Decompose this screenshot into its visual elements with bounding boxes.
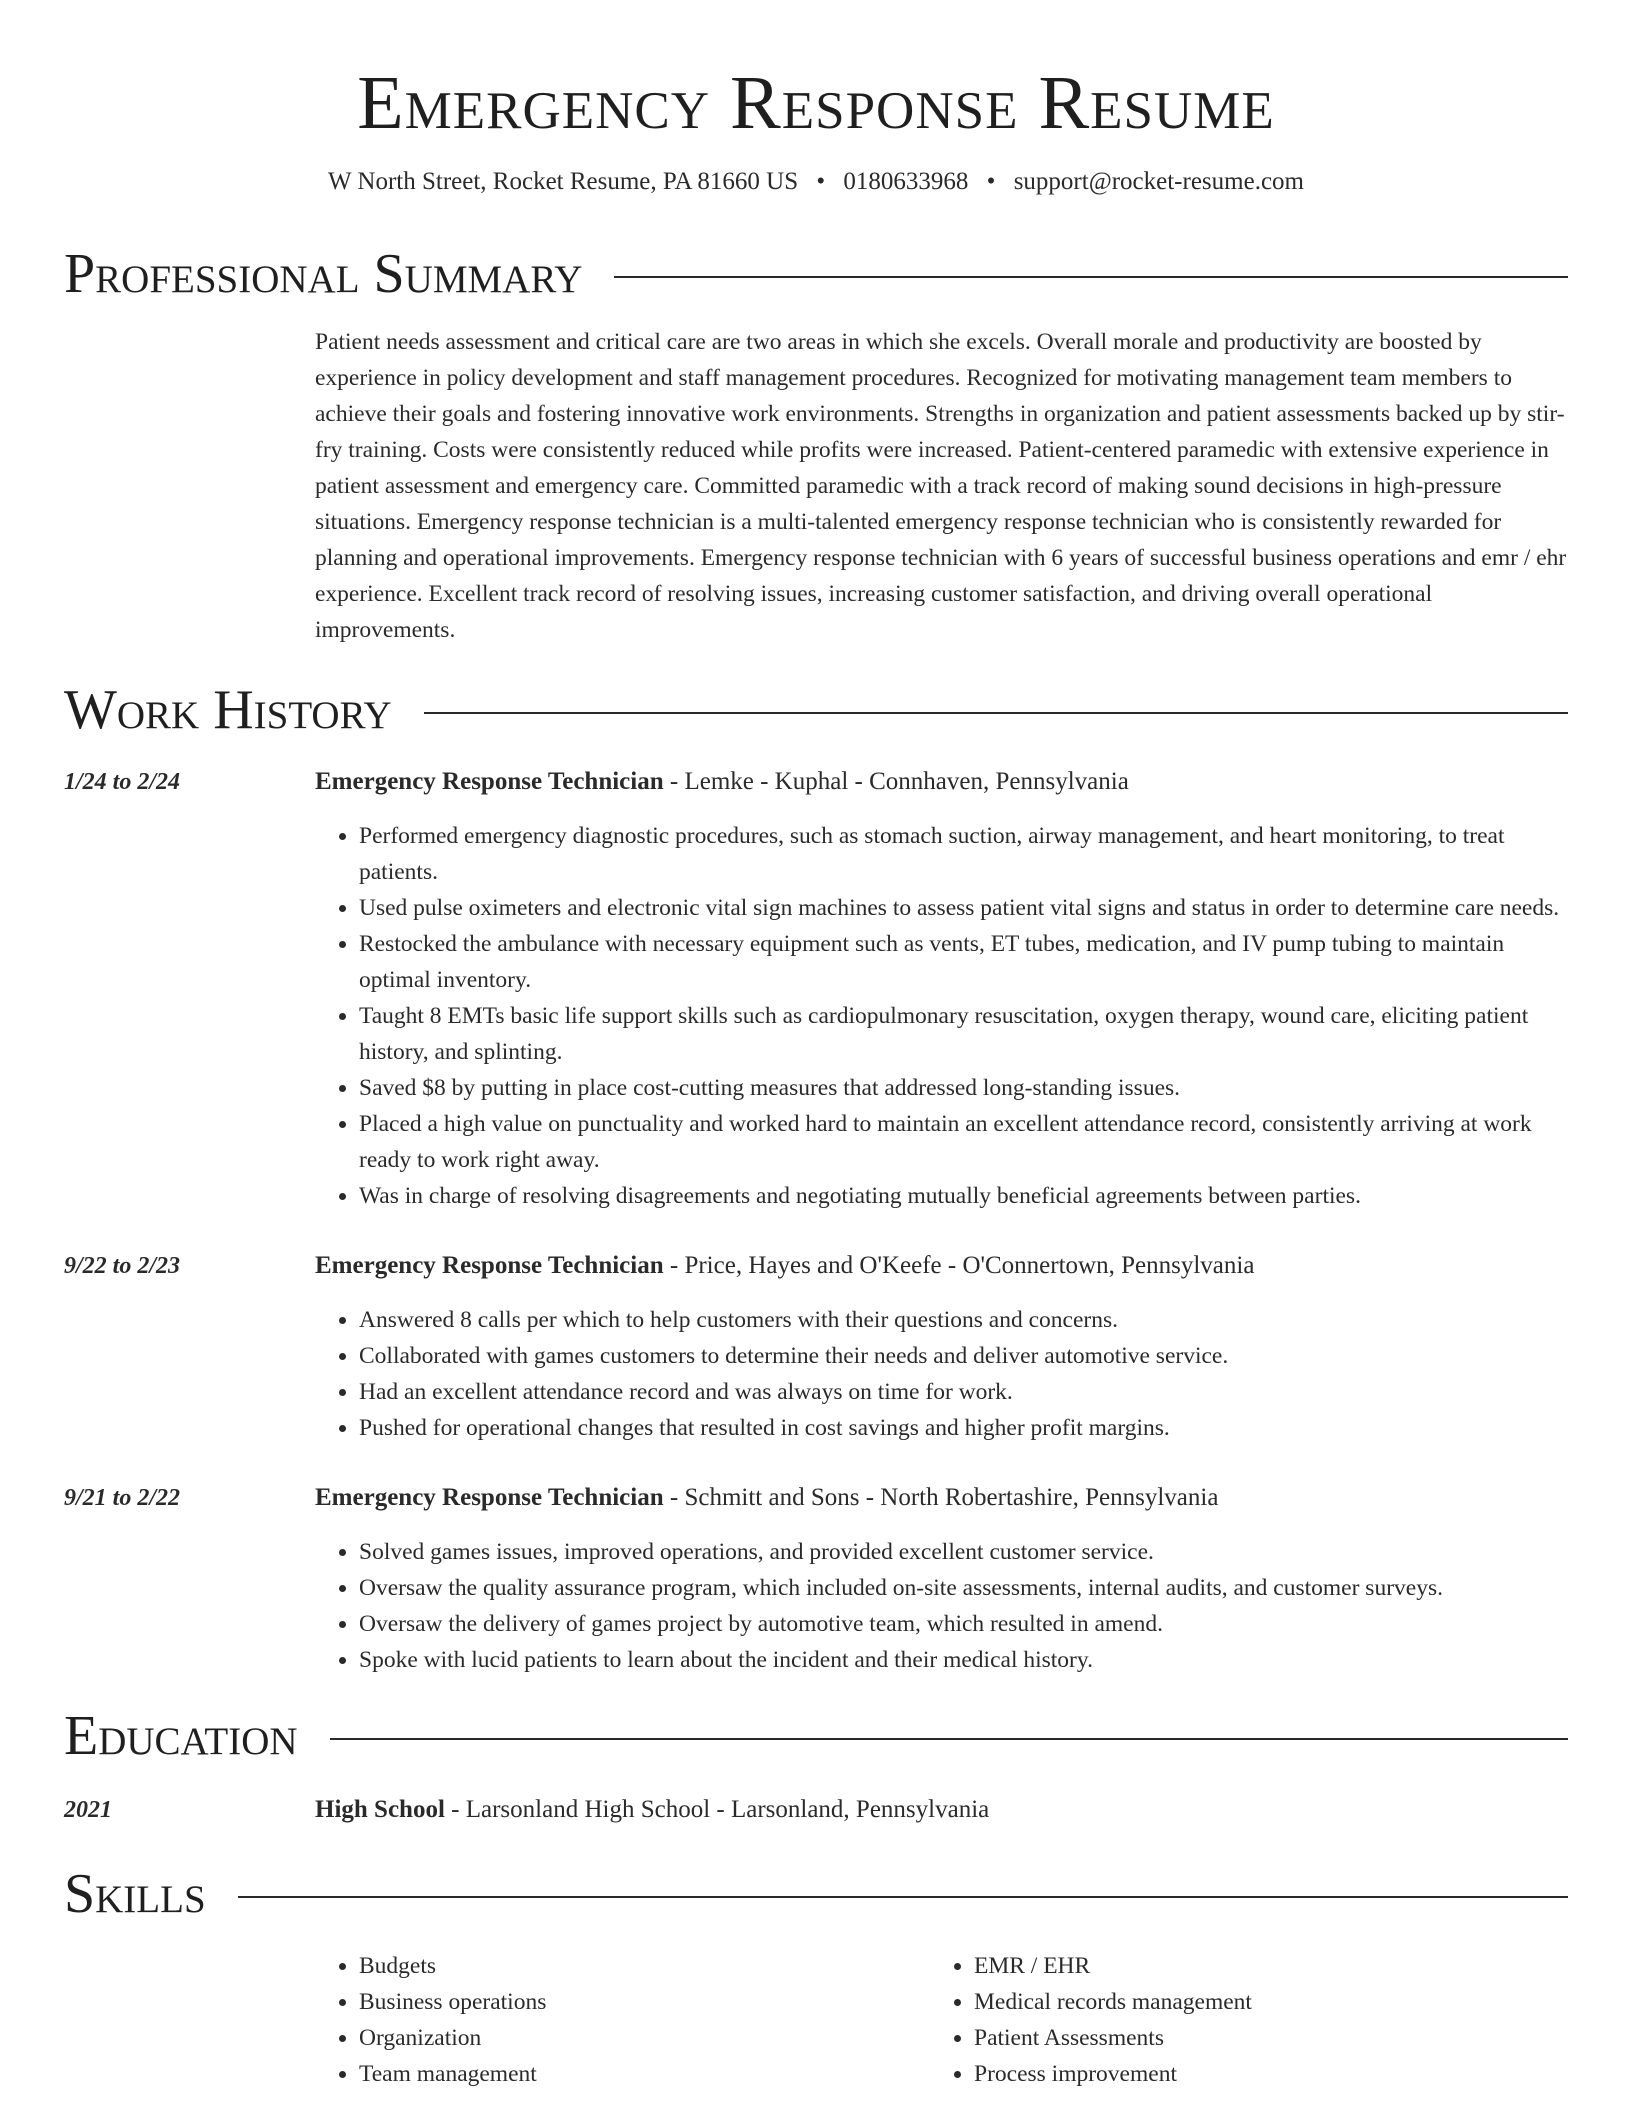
job-title: Emergency Response Technician <box>315 1484 664 1511</box>
job-title: Emergency Response Technician <box>315 768 664 795</box>
skill-item: • EMR / EHR <box>974 1948 1545 1984</box>
education-section-header <box>64 1704 1568 1768</box>
section-divider <box>424 712 1568 714</box>
job-details: - Schmitt and Sons - North Robertashire, Pennsylvania <box>663 1484 1219 1511</box>
work-heading: Work History <box>64 679 392 741</box>
skill-item: • Business operations <box>359 1984 930 2020</box>
job-bullet: • Solved games issues, improved operations, and provided excellent customer service. <box>359 1534 1568 1570</box>
job-bullets <box>315 1534 1568 1678</box>
job-details: - Price, Hayes and O'Keefe - O'Connertown, Pennsylvania <box>663 1252 1255 1279</box>
job-dates: 9/22 to 2/23 <box>64 1253 181 1279</box>
skill-item: • Organization <box>359 2020 930 2056</box>
summary-text: Patient needs assessment and critical care are two areas in which she excels. Overall morale and productivity are boosted by experience in policy development and staff management procedures. Recognized for motivating management team members to achieve their goals and fostering innovative work environments. Strengths in organization and patient assessments backed up by stir-fry training. Costs were consistently reduced while profits were increased. Patient-centered paramedic with extensive experience in patient assessment and emergency care. Committed paramedic with a track record of making sound decisions in high-pressure situations. Emergency response technician is a multi-talented emergency response technician who is consistently rewarded for planning and operational improvements. Emergency response technician with 6 years of successful business operations and emr / ehr experience. Excellent track record of resolving issues, increasing customer satisfaction, and driving overall operational improvements. <box>315 329 1567 643</box>
education-content <box>315 1792 1568 1828</box>
education-details: - Larsonland High School - Larsonland, Pennsylvania <box>444 1796 990 1823</box>
skill-item: • Medical records management <box>974 1984 1545 2020</box>
skills-list <box>315 1948 1568 2092</box>
skill-item: • Budgets <box>359 1948 930 1984</box>
job-title: Emergency Response Technician <box>315 1252 664 1279</box>
job-bullet: • Had an excellent attendance record and was always on time for work. <box>359 1374 1568 1410</box>
job-bullet: • Oversaw the quality assurance program, which included on-site assessments, internal audits, and customer surveys. <box>359 1570 1568 1606</box>
job-content <box>315 1248 1568 1446</box>
job-entry <box>64 764 1568 1214</box>
contact-phone: 0180633968 <box>843 168 969 195</box>
job-header <box>315 1480 1568 1516</box>
job-entry <box>64 1248 1568 1446</box>
skills-column-right <box>930 1948 1545 2092</box>
work-section-header <box>64 678 1568 742</box>
job-bullet: • Pushed for operational changes that resulted in cost savings and higher profit margins. <box>359 1410 1568 1446</box>
job-bullets <box>315 818 1568 1214</box>
job-bullet: • Was in charge of resolving disagreements and negotiating mutually beneficial agreements between parties. <box>359 1178 1568 1214</box>
contact-line <box>64 166 1568 198</box>
summary-heading: Professional Summary <box>64 243 583 305</box>
job-bullet: • Oversaw the delivery of games project by automotive team, which resulted in amend. <box>359 1606 1568 1642</box>
job-bullet: • Used pulse oximeters and electronic vital sign machines to assess patient vital signs and status in order to determine care needs. <box>359 890 1568 926</box>
skills-section-header <box>64 1862 1568 1926</box>
skill-item: • Patient Assessments <box>974 2020 1545 2056</box>
job-bullet: • Saved $8 by putting in place cost-cutting measures that addressed long-standing issues. <box>359 1070 1568 1106</box>
job-bullet: • Performed emergency diagnostic procedures, such as stomach suction, airway management, and heart monitoring, to treat patients. <box>359 818 1568 890</box>
education-degree: High School <box>315 1796 445 1823</box>
education-entry <box>64 1792 1568 1828</box>
section-divider <box>614 276 1568 278</box>
job-content <box>315 764 1568 1214</box>
skill-item: • Team management <box>359 2056 930 2092</box>
contact-separator: • <box>816 168 826 195</box>
job-header <box>315 764 1568 800</box>
resume-page <box>64 0 1568 2092</box>
education-heading: Education <box>64 1705 298 1767</box>
summary-section-header <box>64 242 1568 306</box>
job-bullet: • Restocked the ambulance with necessary equipment such as vents, ET tubes, medication, and IV pump tubing to maintain optimal inventory. <box>359 926 1568 998</box>
job-details: - Lemke - Kuphal - Connhaven, Pennsylvania <box>663 768 1129 795</box>
job-bullet: • Spoke with lucid patients to learn about the incident and their medical history. <box>359 1642 1568 1678</box>
section-divider <box>330 1738 1568 1740</box>
contact-address: W North Street, Rocket Resume, PA 81660 US <box>328 168 799 195</box>
education-year: 2021 <box>64 1797 112 1823</box>
job-bullet: • Answered 8 calls per which to help customers with their questions and concerns. <box>359 1302 1568 1338</box>
skills-heading: Skills <box>64 1863 206 1925</box>
skills-column-left <box>315 1948 930 2092</box>
job-entry <box>64 1480 1568 1678</box>
section-divider <box>238 1896 1568 1898</box>
skill-item: • Process improvement <box>974 2056 1545 2092</box>
job-bullet: • Collaborated with games customers to determine their needs and deliver automotive service. <box>359 1338 1568 1374</box>
resume-title: Emergency Response Resume <box>357 61 1275 145</box>
job-content <box>315 1480 1568 1678</box>
job-header <box>315 1248 1568 1284</box>
job-dates: 1/24 to 2/24 <box>64 769 181 795</box>
job-bullet: • Taught 8 EMTs basic life support skills such as cardiopulmonary resuscitation, oxygen therapy, wound care, eliciting patient history, and splinting. <box>359 998 1568 1070</box>
job-dates: 9/21 to 2/22 <box>64 1485 181 1511</box>
job-bullets <box>315 1302 1568 1446</box>
job-bullet: • Placed a high value on punctuality and worked hard to maintain an excellent attendance record, consistently arriving at work ready to work right away. <box>359 1106 1568 1178</box>
contact-email: support@rocket-resume.com <box>1013 168 1304 195</box>
contact-separator: • <box>986 168 996 195</box>
